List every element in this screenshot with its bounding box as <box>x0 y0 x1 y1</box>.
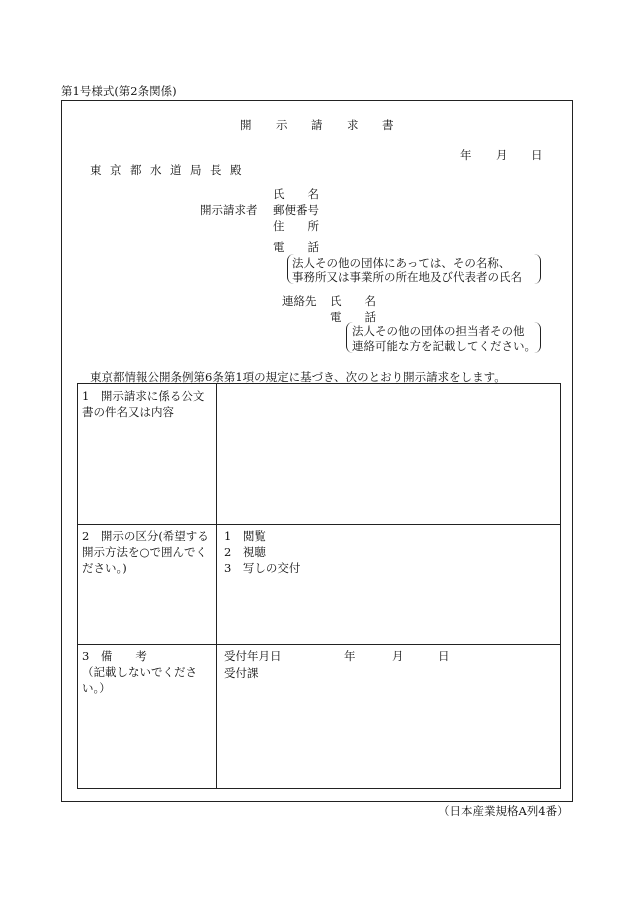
table-row-divider <box>78 644 560 645</box>
requester-note-line2: 事務所又は事業所の所在地及び代表者の氏名 <box>292 270 522 284</box>
contact-note-line2: 連絡可能な方を記載してください。 <box>352 339 536 353</box>
row3-date-day-label: 日 <box>438 649 450 663</box>
row3-date-month-label: 月 <box>392 649 404 663</box>
addressee-char: 長 <box>210 163 222 177</box>
requester-postal-label: 郵便番号 <box>273 203 319 217</box>
contact-note-line1: 法人その他の団体の担当者その他 <box>352 324 525 338</box>
requester-address-label: 住 所 <box>273 219 319 233</box>
row3-label-main: 3 備 考 <box>82 649 147 663</box>
requester-group-label: 開示請求者 <box>200 203 258 217</box>
addressee-char: 京 <box>110 163 122 177</box>
addressee-char: 殿 <box>230 163 242 177</box>
table-row-divider <box>78 524 560 525</box>
contact-name-label: 氏 名 <box>330 294 376 308</box>
requester-note-line1: 法人その他の団体にあっては、その名称、 <box>292 256 511 270</box>
row2-option-1[interactable]: 1 閲覧 <box>224 529 266 543</box>
title-char: 開 <box>240 118 252 132</box>
addressee-char: 都 <box>130 163 142 177</box>
contact-group-label: 連絡先 <box>282 294 317 308</box>
date-month-label: 月 <box>496 148 508 162</box>
row3-received-dept-label: 受付課 <box>224 666 259 680</box>
form-label: 第1号様式(第2条関係) <box>61 84 177 98</box>
contact-phone-label: 電 話 <box>330 310 376 324</box>
request-statement: 東京都情報公開条例第6条第1項の規定に基づき、次のとおり開示請求をします。 <box>90 370 506 384</box>
title-char: 求 <box>347 118 359 132</box>
row2-option-2[interactable]: 2 視聴 <box>224 545 266 559</box>
date-year-label: 年 <box>460 148 472 162</box>
row3-received-date-label: 受付年月日 <box>224 649 282 663</box>
table-column-divider <box>216 384 217 788</box>
requester-name-label: 氏 名 <box>273 187 319 201</box>
title-char: 書 <box>382 118 394 132</box>
row1-content-field[interactable] <box>218 384 560 524</box>
row3-label-sub: （記載しないでください。） <box>82 665 197 695</box>
addressee-char: 道 <box>170 163 182 177</box>
requester-phone-label: 電 話 <box>273 240 319 254</box>
addressee-char: 東 <box>90 163 102 177</box>
row2-label: 2 開示の区分(希望する開示方法を○で囲んでください。) <box>82 529 209 575</box>
date-day-label: 日 <box>531 148 543 162</box>
title-char: 示 <box>276 118 288 132</box>
request-table <box>77 383 561 789</box>
row1-label: 1 開示請求に係る公文書の件名又は内容 <box>82 389 205 419</box>
footer-note: （日本産業規格A列4番） <box>438 804 569 818</box>
addressee-char: 水 <box>150 163 162 177</box>
row3-date-year-label: 年 <box>344 649 356 663</box>
addressee-char: 局 <box>190 163 202 177</box>
title-char: 請 <box>311 118 323 132</box>
row2-option-3[interactable]: 3 写しの交付 <box>224 561 301 575</box>
